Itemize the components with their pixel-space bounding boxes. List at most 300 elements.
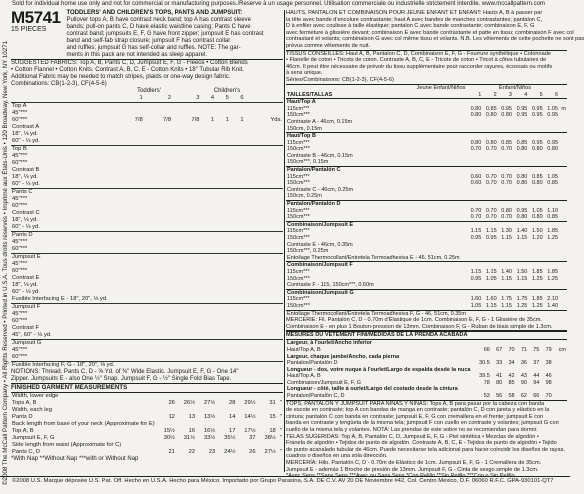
cell-value — [215, 362, 230, 370]
row-label: 45"*** — [12, 261, 28, 267]
cell-value — [245, 138, 283, 146]
cell-value: 0.80 — [485, 139, 497, 146]
cell-value: 1.40 — [501, 268, 512, 275]
size-cell: 5 — [539, 91, 543, 98]
cell-value — [540, 340, 552, 347]
cell-value: 90 — [520, 379, 527, 386]
cell-value: 0.80 — [470, 105, 482, 112]
row-label: Contrast A — [12, 124, 40, 130]
cell-value — [559, 126, 567, 133]
cell-value: 0.70 — [485, 173, 497, 180]
cell-value — [245, 131, 283, 138]
cell-value — [144, 282, 172, 289]
cell-value — [215, 340, 230, 348]
french-fabrics — [286, 51, 567, 85]
size-cell: 6 — [240, 95, 244, 101]
cell-value — [482, 242, 497, 249]
cell-value — [230, 189, 245, 197]
cell-value — [544, 310, 559, 317]
cell-value: 1.05 — [470, 302, 482, 309]
cell-value — [144, 347, 172, 354]
cell-value — [482, 262, 497, 269]
cell-value — [513, 126, 528, 133]
cell-value — [245, 146, 283, 154]
cell-value: 30½ — [163, 435, 175, 441]
text-line: Combinations: CB(1-2-3), CF(4-5-6) — [11, 81, 107, 87]
cell-value: 38 — [545, 360, 552, 367]
column-divider — [284, 10, 285, 472]
cell-value — [513, 167, 528, 174]
cell-value — [553, 380, 567, 387]
text-line: Additional Fabric may be needed to match stripes, plaids or one-way design fabric. — [11, 74, 231, 80]
cell-value: 1.05 — [547, 173, 559, 180]
row-label: Top A, B — [12, 428, 34, 434]
cell-value: 1.25 — [531, 275, 543, 282]
cell-value: " — [279, 435, 282, 441]
cell-value — [245, 174, 283, 181]
row-label: Combinaison/Jumpsuit G — [286, 289, 467, 296]
table-row — [286, 119, 567, 126]
cell-value — [236, 393, 256, 400]
cell-value: 13 — [188, 414, 196, 420]
cell-value — [172, 232, 200, 240]
cell-value — [144, 296, 172, 304]
row-label: 18", ⅛ yd. — [12, 174, 38, 180]
cell-value: 1.25 — [547, 275, 559, 282]
legal-line: ©2008 U.S. Marque déposée U.S. Pat. Off. Hecho en U.S.A. Hecho para México. Importado por Grupo Parasina, S.A. DE C.V. AV 20 DE Noviembre #42, Col. Centro México, D.F. 06060 R.F.C. GPA-930101-QT7 — [12, 478, 554, 484]
cell-value: 18 — [269, 428, 276, 434]
cell-value: 1.75 — [516, 296, 528, 303]
text-line: MERCERÍA: Hilo. Pantalón C, D - 0.70m de Elástico de 1cm. Jumpsuit E, F, G - 1 Cremallera de 35cm. — [286, 460, 542, 466]
cell-value — [467, 282, 482, 289]
cell-value — [144, 318, 172, 325]
cell-value — [200, 167, 215, 174]
table-row — [11, 203, 283, 210]
row-label: Top A — [11, 103, 115, 111]
cell-value — [200, 362, 215, 370]
row-label: Jumpsuit G — [11, 340, 115, 348]
table-row — [11, 210, 283, 217]
row-label: 115cm*** — [287, 105, 310, 112]
cell-value — [144, 340, 172, 348]
cell-value: 85 — [508, 379, 515, 386]
table-row — [11, 181, 283, 189]
size-cell: 1 — [478, 91, 482, 98]
table-row — [286, 303, 567, 310]
cell-value — [491, 354, 503, 361]
cell-value: 1.25 — [547, 235, 559, 241]
toddlers-header: Toddlers' — [137, 88, 161, 94]
table-row — [286, 269, 567, 276]
cell-value: " — [279, 428, 282, 434]
row-label: 45"*** — [12, 110, 28, 116]
cell-value: 31½ — [183, 435, 196, 441]
cell-value — [196, 442, 216, 449]
table-row — [11, 189, 283, 197]
table-row — [286, 99, 567, 106]
side-copyright-text: ©2008 The McCall Pattern Company • All Rights Reserved • Printed in U.S.A. Tous droits réservés • Imprimé aux États-Unis • 120 Broadway, New York, NY 10271 — [2, 40, 9, 485]
cell-value — [467, 133, 482, 140]
cell-value — [245, 110, 283, 117]
cell-value — [200, 311, 215, 318]
cell-value — [559, 146, 567, 153]
french-description — [286, 10, 584, 51]
size-cell: 4 — [210, 95, 215, 101]
cell-value — [200, 138, 215, 146]
cell-value — [172, 304, 200, 312]
cell-value — [172, 325, 200, 332]
row-label: 45"*** — [12, 239, 28, 245]
cell-value — [115, 289, 143, 296]
cell-value — [230, 261, 245, 268]
cell-value — [544, 153, 559, 160]
cell-value — [215, 131, 230, 138]
cell-value: 16 — [188, 428, 196, 434]
row-label: 60"*** — [12, 268, 28, 274]
cell-value — [200, 318, 215, 325]
cell-value: 0.95 — [470, 235, 482, 241]
table-row — [286, 360, 567, 367]
cell-value: 1.15 — [485, 302, 497, 309]
cell-value — [553, 354, 567, 361]
cell-value: 1.60 — [470, 296, 482, 303]
table-row — [11, 347, 283, 354]
cell-value — [172, 189, 200, 197]
table-row — [11, 354, 283, 362]
cell-value — [172, 246, 200, 254]
table-row — [11, 414, 283, 421]
row-label: Largeur, chaque jambe/Ancho, cada pierna — [287, 353, 400, 360]
cell-value — [200, 239, 215, 246]
row-label: Pants C, D — [12, 449, 41, 455]
cell-value — [498, 126, 513, 133]
cell-value — [200, 282, 215, 289]
measurements-table — [11, 393, 283, 456]
cell-value — [513, 201, 528, 208]
cell-value: 1.60 — [485, 296, 497, 303]
cell-value: 1.75 — [501, 296, 512, 303]
cell-value — [215, 153, 230, 160]
pattern-number: M5741 — [11, 8, 61, 27]
cell-value — [467, 242, 482, 249]
cell-value — [471, 354, 490, 361]
row-label: 115cm*** — [287, 296, 310, 303]
cell-value — [482, 133, 497, 140]
table-row — [11, 124, 283, 131]
cell-value — [245, 275, 283, 282]
fr-size-column-header — [286, 85, 567, 92]
cell-value: 53 — [483, 393, 490, 400]
row-label: 60" - ⅛ yd. — [12, 224, 40, 230]
row-label: Contrast E — [12, 275, 40, 281]
cell-value — [528, 367, 540, 374]
cell-value: 79 — [545, 346, 552, 353]
cell-value — [513, 221, 528, 228]
table-row — [11, 311, 283, 318]
cell-value — [503, 340, 515, 347]
cell-value: 0.95 — [470, 275, 482, 282]
cell-value — [215, 224, 230, 232]
cell-value — [176, 393, 196, 400]
cell-value: 0.80 — [485, 112, 497, 119]
cell-value — [544, 159, 559, 166]
cell-value — [200, 246, 215, 254]
cell-value: 0.95 — [516, 207, 528, 214]
spanish-text — [286, 400, 567, 474]
table-row — [286, 255, 567, 262]
cell-value — [215, 181, 230, 189]
cell-value — [200, 131, 215, 138]
cell-value — [215, 347, 230, 354]
cell-value: 7/8 — [191, 117, 200, 123]
cell-value — [498, 153, 513, 160]
cell-value — [215, 110, 230, 117]
cell-value — [144, 203, 172, 210]
row-label: Entoilage Thermocollant/Entretela Termoadhesiva F, G - 46, 51cm, 0.35m — [287, 310, 466, 317]
table-row — [11, 167, 283, 174]
table-row — [11, 268, 283, 275]
cell-value: 12 — [168, 414, 175, 420]
cell-value: 16½ — [203, 428, 216, 434]
cell-value — [498, 187, 513, 194]
cell-value: 33 — [496, 360, 503, 367]
cell-value — [144, 304, 172, 312]
cell-value — [200, 210, 215, 217]
cell-value — [115, 332, 143, 340]
cell-value: 1.05 — [485, 275, 497, 282]
cell-value — [559, 193, 567, 200]
table-row — [11, 217, 283, 224]
cell-value: 0.80 — [501, 112, 512, 119]
cell-value: 71 — [520, 346, 527, 353]
cell-value: 15 — [269, 414, 276, 420]
table-row — [11, 146, 283, 154]
cell-value — [528, 340, 540, 347]
cell-value — [200, 275, 215, 282]
cell-value — [528, 99, 543, 106]
text-line: de punto acanalado tubular de 46cm. Puede necesitarse tela adicional para hacer coincidir los diseños de rayas, — [286, 446, 565, 453]
cell-value — [498, 248, 513, 255]
cell-value — [528, 289, 543, 296]
cell-value: 1.15 — [470, 228, 482, 235]
cell-value — [144, 217, 172, 224]
cell-value — [230, 289, 245, 296]
cell-value: 17½ — [244, 428, 256, 434]
cell-value — [245, 304, 283, 312]
cell-value: 0.70 — [501, 180, 512, 187]
cell-value — [245, 239, 283, 246]
row-label: Jumpsuit F — [11, 304, 115, 312]
cell-value — [215, 318, 230, 325]
cell-value — [215, 232, 230, 240]
cell-value — [172, 103, 200, 111]
cell-value — [200, 203, 215, 210]
row-label: Contrast B — [12, 167, 40, 173]
row-label: 60"*** — [12, 246, 28, 252]
cell-value — [257, 442, 277, 449]
cell-value — [559, 201, 567, 208]
cell-value — [245, 224, 283, 232]
cell-value — [559, 187, 567, 194]
cell-value — [559, 112, 567, 119]
cell-value: 1.30 — [501, 228, 512, 235]
cell-value — [176, 421, 196, 428]
cell-value — [144, 181, 172, 189]
cell-value — [172, 167, 200, 174]
table-row — [11, 153, 283, 160]
row-label: Top B — [11, 146, 115, 154]
cell-value — [200, 296, 215, 304]
cell-value — [467, 289, 482, 296]
size-cell: 2 — [493, 91, 497, 98]
table-row — [286, 167, 567, 174]
cell-value: 0.80 — [531, 214, 543, 221]
cell-value — [172, 224, 200, 232]
cell-value: 67 — [496, 346, 503, 353]
text-line: TOPS, PANTALÓN Y JUMPSUIT PARA NIÑAS Y NIÑAS: Tops A, B para pasar por la cabeza con banda — [286, 400, 545, 407]
cell-value — [553, 360, 567, 367]
cell-value — [115, 296, 143, 304]
cell-value — [215, 304, 230, 312]
cell-value — [498, 119, 513, 126]
row-label: 150cm, 0.15m — [287, 125, 322, 132]
table-row — [286, 386, 567, 393]
cell-value — [559, 214, 567, 221]
text-line: ments in this pack are not intended as sleep apparel. — [66, 52, 207, 58]
cell-value — [196, 393, 216, 400]
cell-value — [200, 174, 215, 181]
cell-value — [245, 160, 283, 167]
cell-value — [230, 153, 245, 160]
cell-value — [230, 325, 245, 332]
row-label: Haut/Top B — [286, 133, 467, 140]
cell-value: " — [279, 414, 282, 420]
cell-value — [467, 262, 482, 269]
cell-value — [257, 393, 277, 400]
cell-value — [257, 421, 277, 428]
cell-value: 80 — [496, 379, 503, 386]
cell-value — [540, 354, 552, 361]
english-header — [11, 10, 283, 60]
cell-value — [559, 140, 567, 147]
cell-value — [215, 325, 230, 332]
cell-value — [200, 232, 215, 240]
cell-value — [230, 254, 245, 262]
cell-value — [245, 340, 283, 348]
cell-value — [245, 210, 283, 217]
cell-value — [115, 203, 143, 210]
cell-value — [200, 289, 215, 296]
cell-value — [482, 153, 497, 160]
cell-value — [467, 159, 482, 166]
size-cell: 6 — [554, 91, 559, 98]
cell-value — [528, 126, 543, 133]
cell-value — [245, 246, 283, 254]
table-row — [286, 354, 567, 361]
cell-value — [245, 325, 283, 332]
table-row — [286, 159, 567, 166]
text-line: TELAS SUGERIDAS: Top A, B, Pantalón C, D, Jumpsuit E, F, G - Piel sintética • Mezclas de algodón • — [286, 433, 539, 440]
cell-value — [467, 119, 482, 126]
cell-value — [245, 347, 283, 354]
row-label: Pants D — [12, 414, 33, 420]
cell-value — [144, 189, 172, 197]
cell-value — [115, 354, 143, 362]
row-label: Haut/Top A, B — [287, 373, 321, 380]
cell-value — [215, 124, 230, 131]
cell-value — [172, 153, 200, 160]
table-row — [11, 304, 283, 312]
row-label: 45"*** — [12, 311, 28, 317]
table-row — [286, 248, 567, 255]
cell-value — [215, 246, 230, 254]
table-row — [11, 261, 283, 268]
table-row — [286, 208, 567, 215]
cell-value — [216, 421, 236, 428]
cell-value — [230, 354, 245, 362]
cell-value — [467, 193, 482, 200]
cell-value — [215, 296, 230, 304]
cell-value — [559, 99, 567, 106]
cell-value — [245, 217, 283, 224]
cell-value — [559, 255, 567, 262]
cell-value: 0.70 — [485, 207, 497, 214]
cell-value — [230, 311, 245, 318]
cell-value — [559, 167, 567, 174]
row-label: 45"*** — [12, 196, 28, 202]
cell-value — [544, 248, 559, 255]
table-row — [11, 421, 283, 428]
cell-value — [544, 262, 559, 269]
cell-value — [176, 442, 196, 449]
cell-value — [230, 160, 245, 167]
cell-value: 0.70 — [501, 173, 512, 180]
cell-value — [156, 421, 176, 428]
cell-value — [559, 153, 567, 160]
cell-value — [144, 232, 172, 240]
cell-value — [498, 242, 513, 249]
cell-value — [215, 275, 230, 282]
cell-value — [277, 442, 283, 449]
size-label: TAILLES/TALLAS — [287, 91, 333, 98]
table-row — [286, 221, 567, 228]
row-label: 60"*** — [12, 203, 28, 209]
cell-value — [482, 187, 497, 194]
table-row — [286, 133, 567, 140]
cell-value: " — [279, 400, 282, 406]
text-line: 46cm. Il peut être nécessaire de prévoir du tissu supplémentaire pour raccorder rayures, écossais ou motifs — [286, 63, 553, 70]
row-label: Contraste F - 115, 150cm***, 0.60m — [287, 282, 374, 289]
cell-value: 0.80 — [516, 180, 528, 187]
cell-value — [200, 261, 215, 268]
cell-value: 7/8 — [134, 117, 143, 123]
cell-value: 1 — [210, 117, 215, 123]
row-label: 150cm***, 0.15m — [287, 159, 329, 166]
cell-value — [144, 325, 172, 332]
cell-value — [544, 99, 559, 106]
cell-value: 28 — [228, 400, 236, 406]
cell-value — [172, 254, 200, 262]
cell-value: 30.5 — [479, 360, 490, 367]
cell-value — [471, 340, 490, 347]
cell-value: 0.70 — [501, 146, 512, 153]
cell-value — [498, 262, 513, 269]
cell-value: 0.85 — [516, 139, 528, 146]
cell-value — [115, 174, 143, 181]
mesures-table — [286, 340, 567, 399]
cell-value — [144, 138, 172, 146]
table-row — [11, 138, 283, 146]
